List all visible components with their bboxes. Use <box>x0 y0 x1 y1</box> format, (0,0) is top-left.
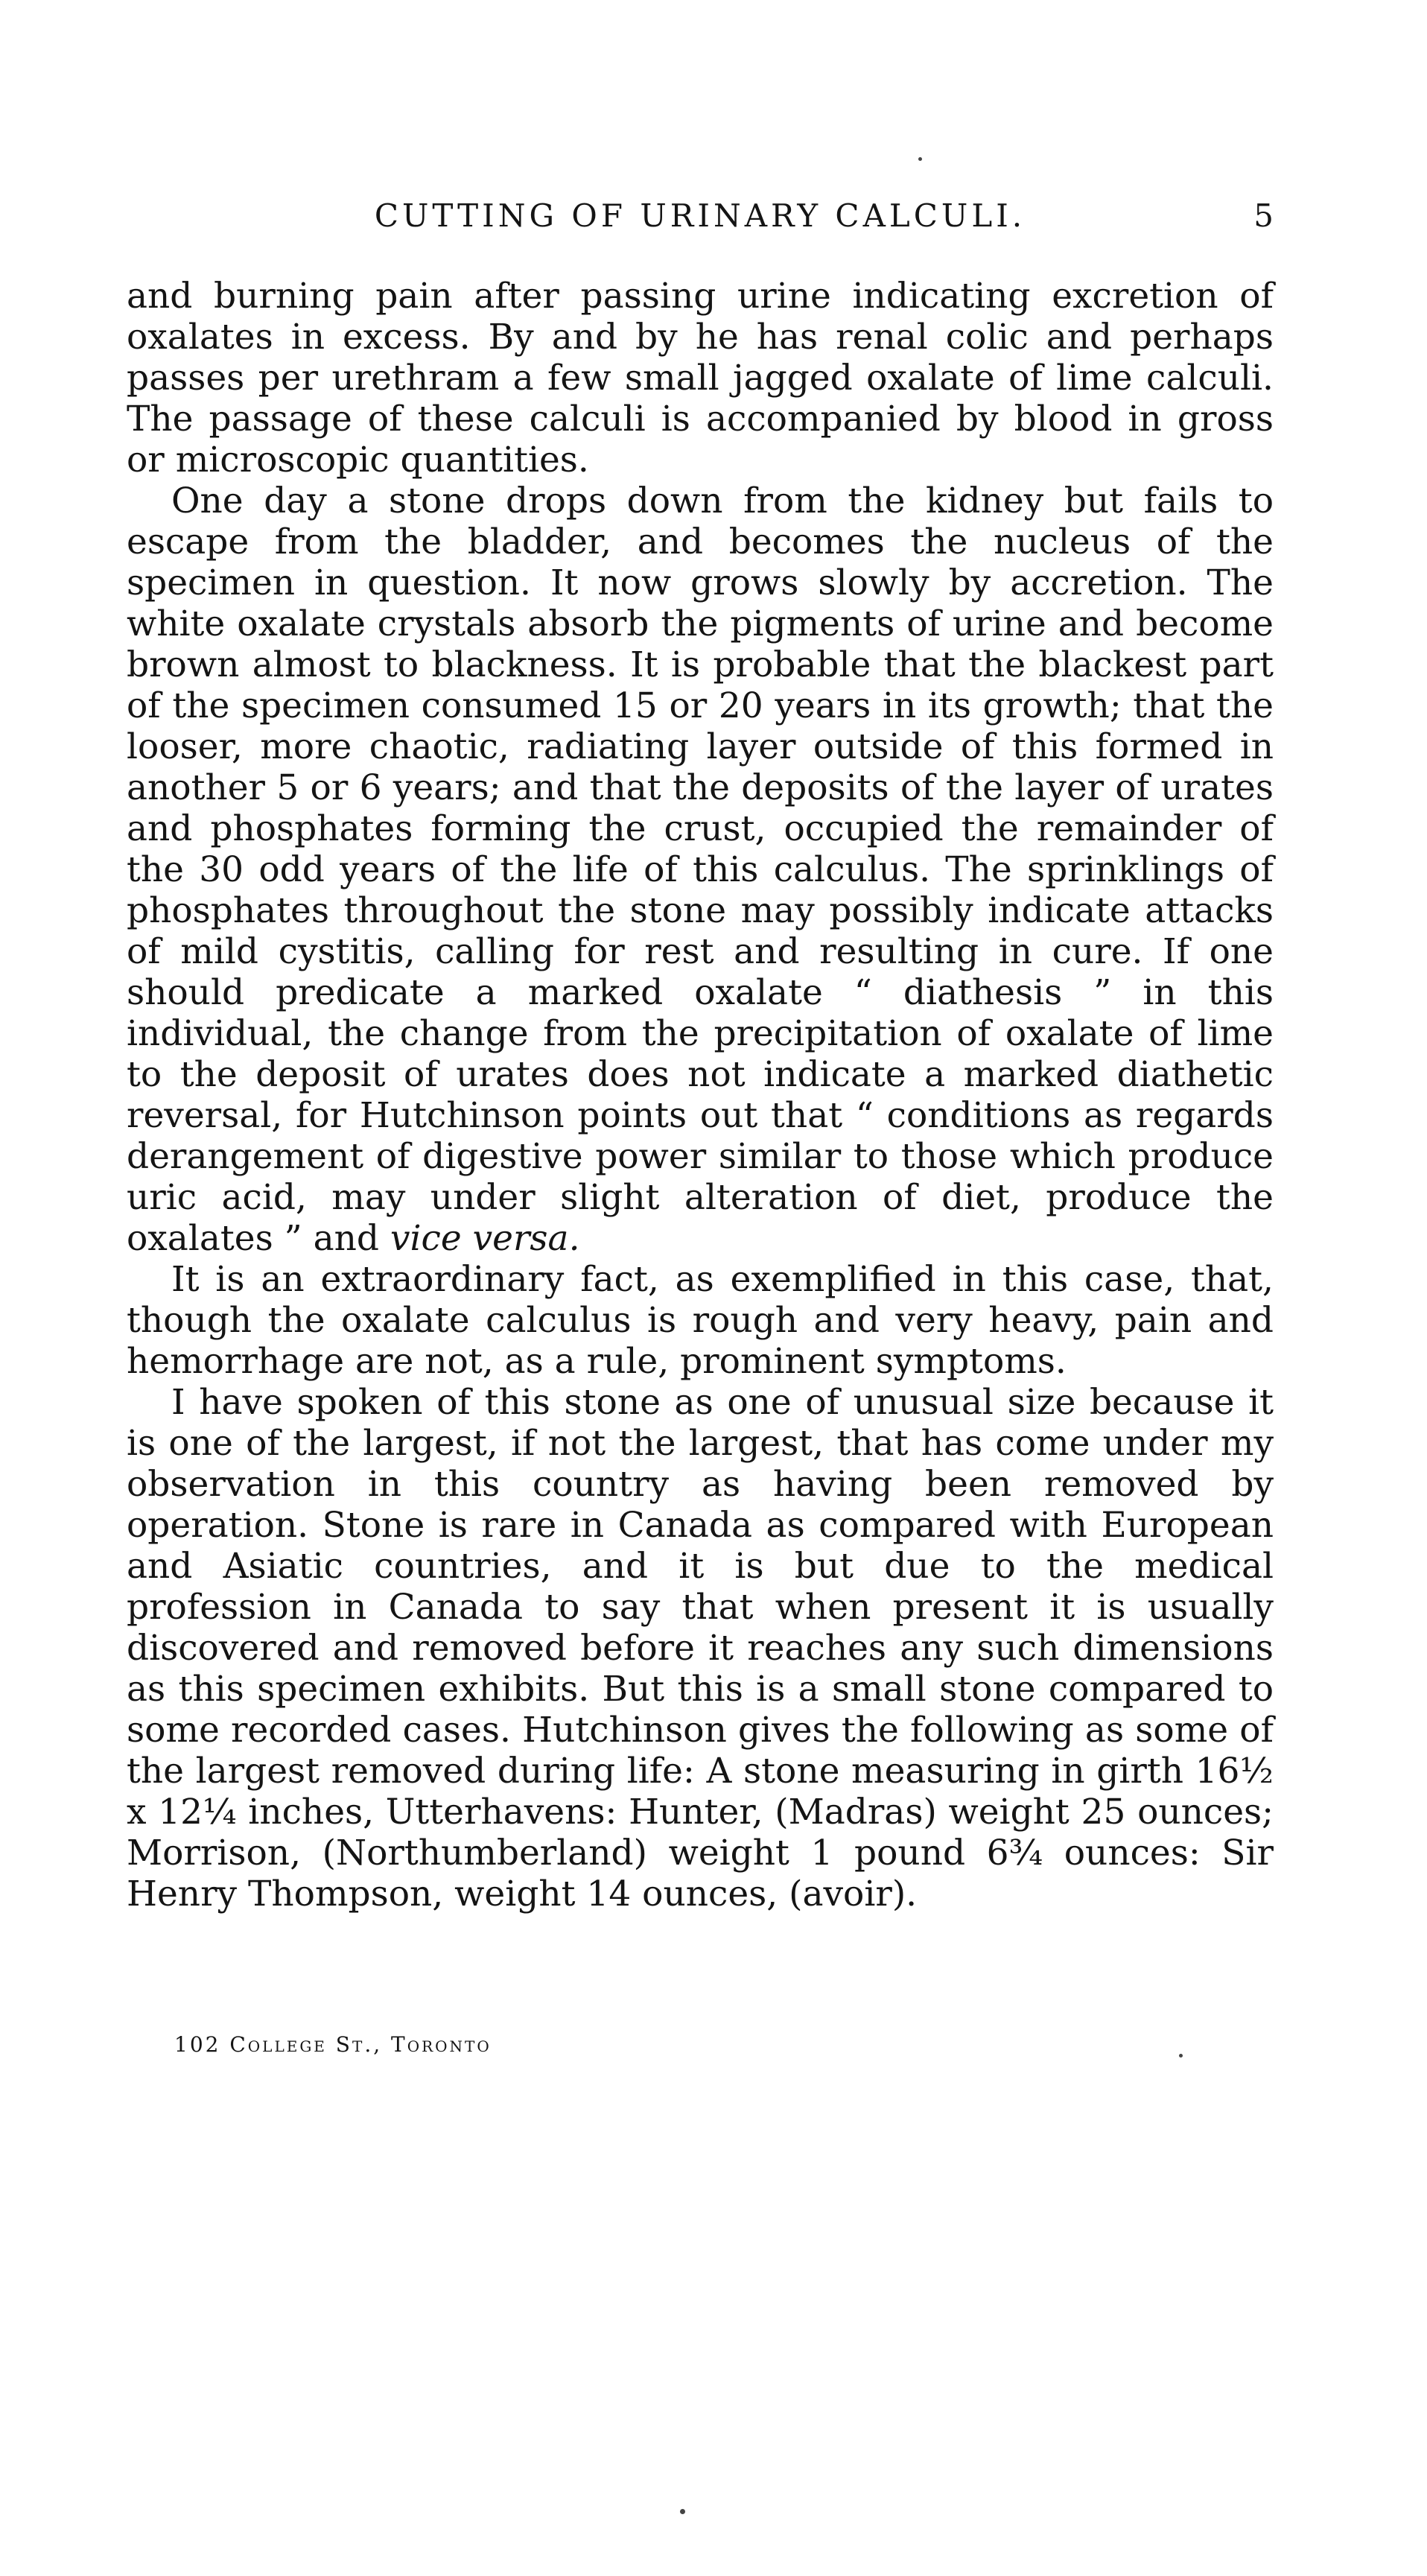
italic-phrase: vice versa. <box>390 1218 580 1259</box>
paragraph: It is an extraordinary fact, as exemplified in this case, that, though the oxalate calculus is rough and very heavy, pain and hemorrhage are not, as a rule, prominent symptoms. <box>127 1259 1274 1382</box>
print-speck <box>680 2509 685 2514</box>
paragraph-text: One day a stone drops down from the kidney but fails to escape from the bladder, and becomes the nucleus of the specimen in question. It now grows slowly by accretion. The white oxalate crystals absorb the pigments of urine and become brown almost to blackness. It is probable that the blackest part of the specimen consumed 15 or 20 years in its growth; that the looser, more chaotic, radiating layer outside of this formed in another 5 or 6 years; and that the deposits of the layer of urates and phosphates forming the crust, occupied the remainder of the 30 odd years of the life of this calculus. The sprinklings of phosphates throughout the stone may possibly indicate attacks of mild cystitis, calling for rest and resulting in cure. If one should predicate a marked oxalate “ diathesis ” in this individual, the change from the precipitation of oxalate of lime to the deposit of urates does not indicate a marked diathetic reversal, for Hutchinson points out that “ conditions as regards derangement of digestive power similar to those which produce uric acid, may under slight alteration of diet, produce the oxalates ” and <box>127 480 1274 1259</box>
running-head <box>127 190 1274 242</box>
body-text <box>127 276 1274 1914</box>
paragraph: I have spoken of this stone as one of unusual size because it is one of the largest, if not the largest, that has come under my observation in this country as having been removed by operation. Stone is rare in Canada as compared with European and Asiatic countries, and it is but due to the medical profession in Canada to say that when present it is usually discovered and removed before it reaches any such dimensions as this specimen exhibits. But this is a small stone compared to some recorded cases. Hutchinson gives the following as some of the largest removed during life: A stone measuring in girth 16½ x 12¼ inches, Utterhavens: Hunter, (Madras) weight 25 ounces; Morrison, (Northumberland) weight 1 pound 6¾ ounces: Sir Henry Thompson, weight 14 ounces, (avoir). <box>127 1382 1274 1914</box>
running-title: CUTTING OF URINARY CALCULI. <box>374 197 1026 234</box>
author-address: 102 College St., Toronto <box>174 2032 492 2057</box>
print-speck <box>1179 2054 1183 2058</box>
print-speck <box>918 157 922 161</box>
paragraph <box>127 480 1274 1259</box>
page-number: 5 <box>1253 197 1274 234</box>
paragraph: and burning pain after passing urine indicating excretion of oxalates in excess. By and by he has renal colic and perhaps passes per urethram a few small jagged oxalate of lime calculi. The passage of these calculi is accompanied by blood in gross or microscopic quantities. <box>127 276 1274 480</box>
